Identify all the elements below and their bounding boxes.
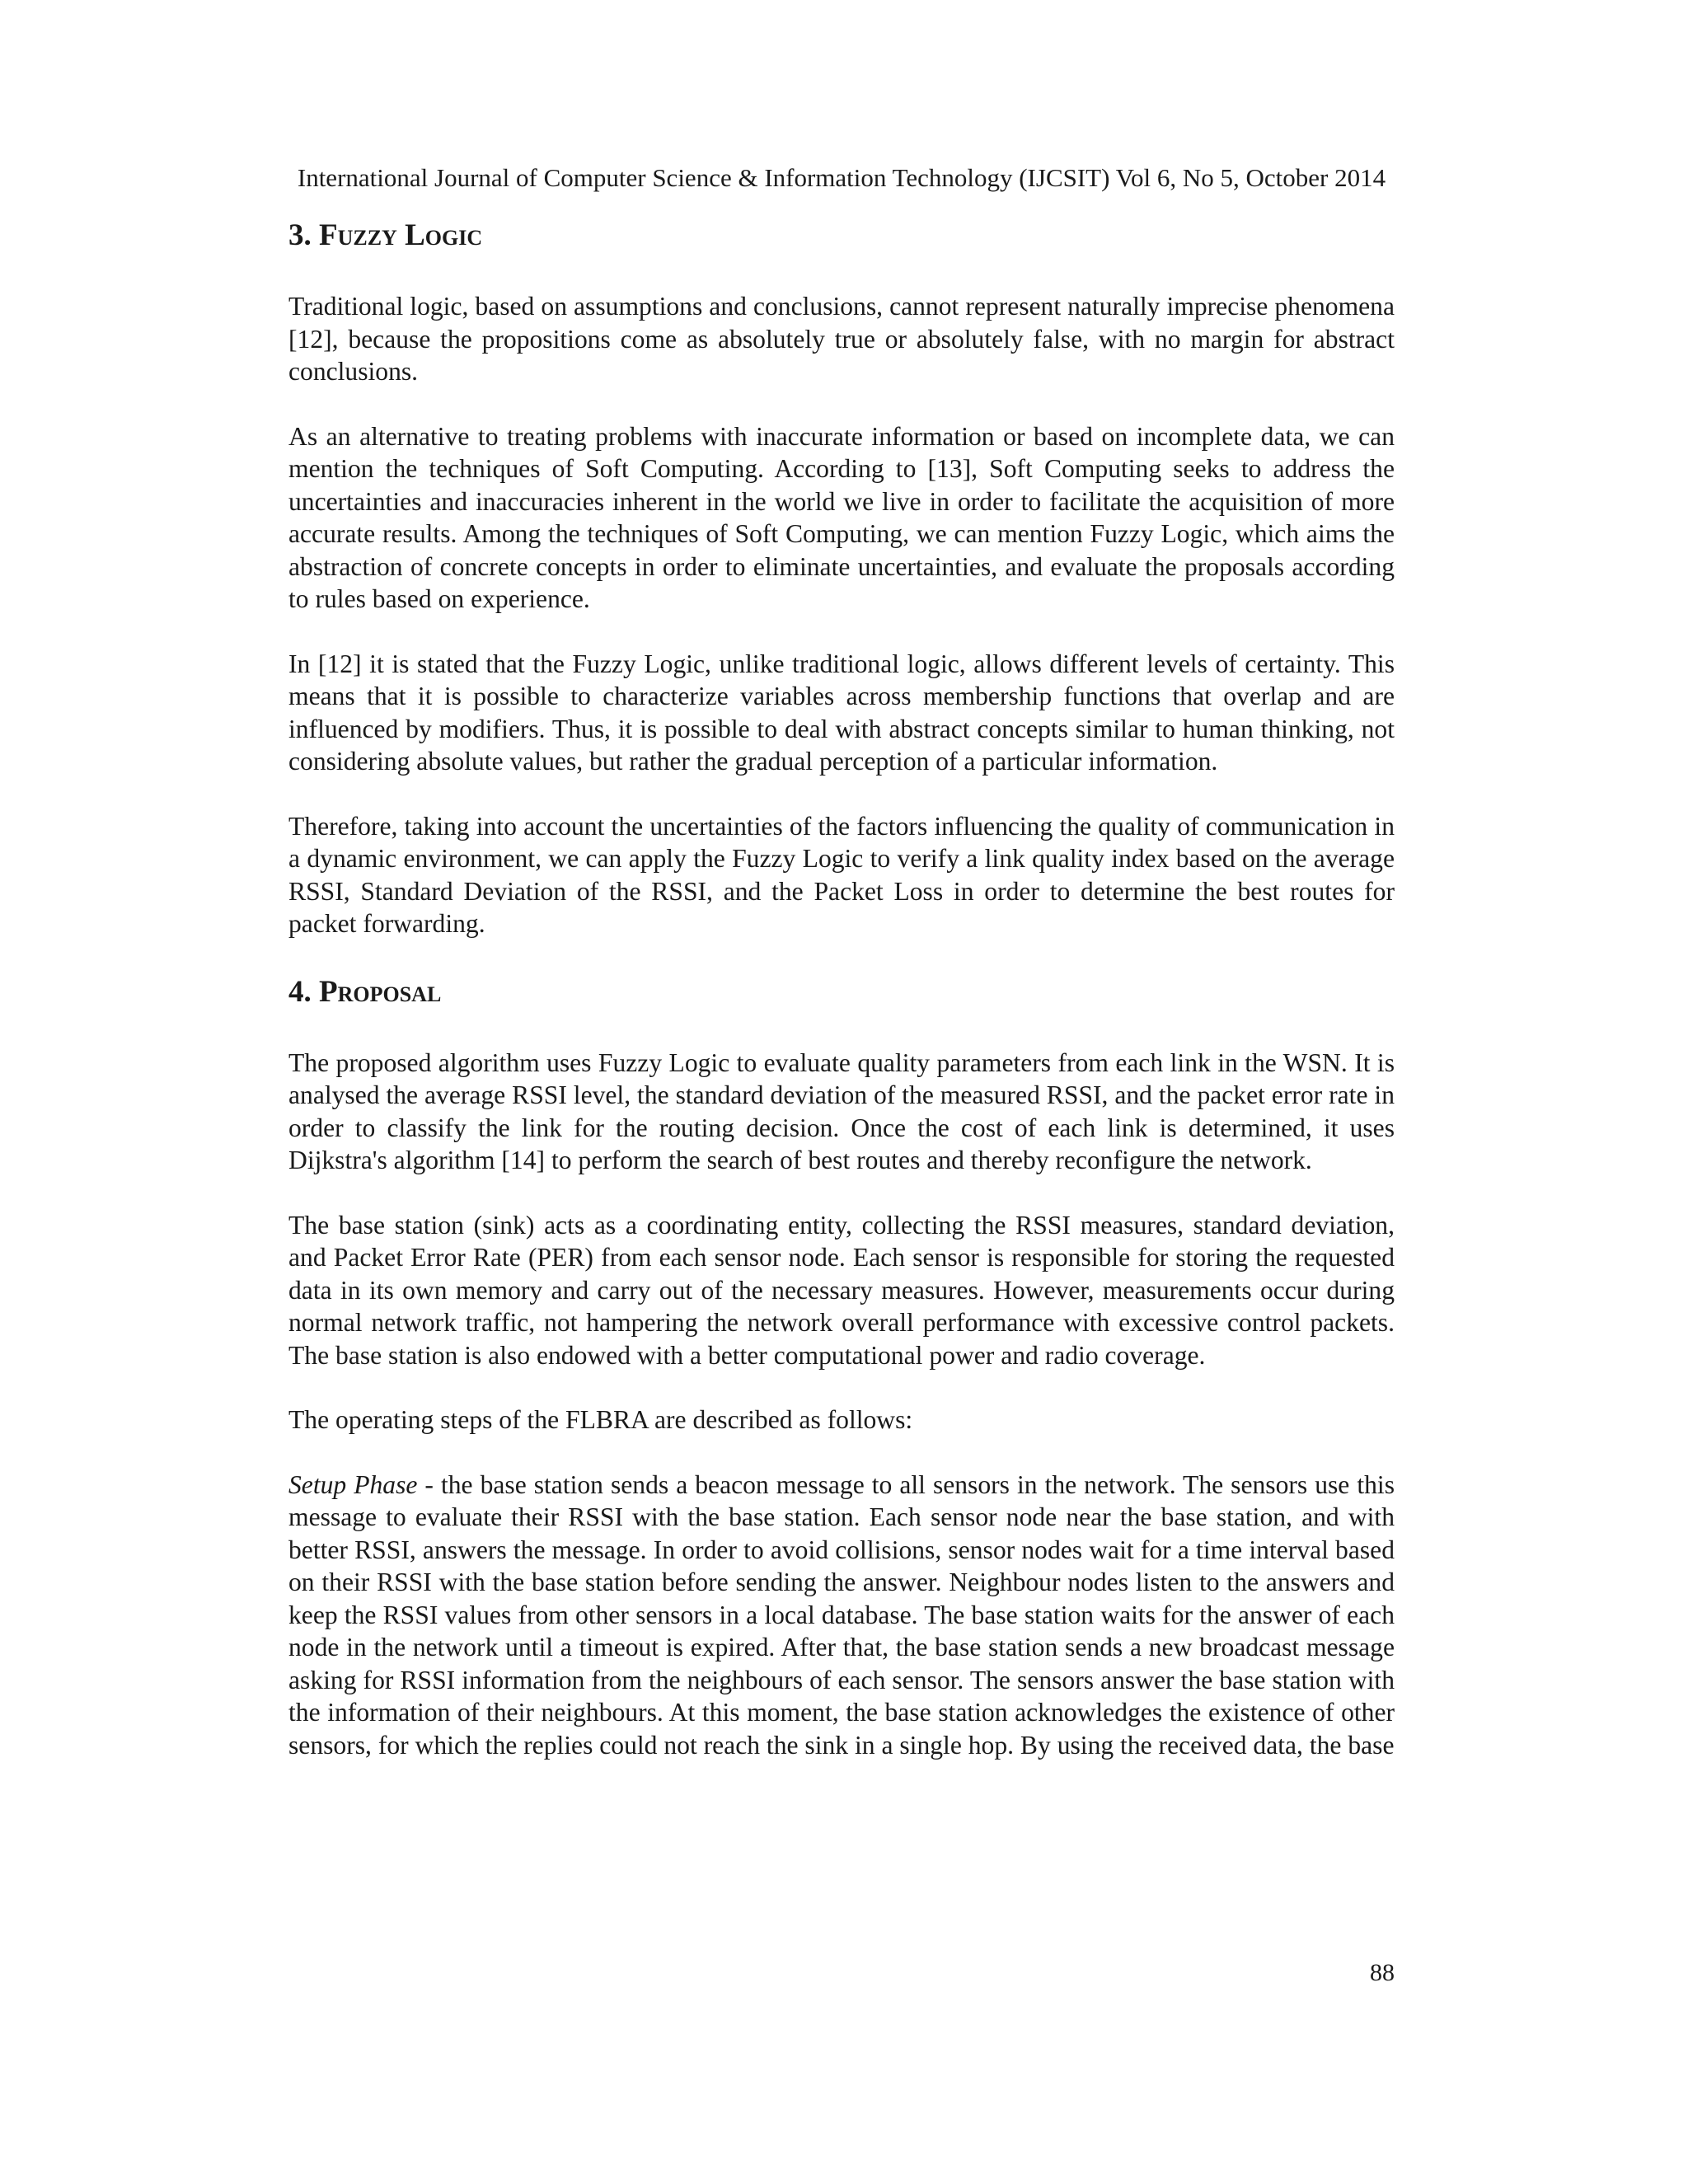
paragraph: As an alternative to treating problems with inaccurate information or based on incomplete data, we can mention the techniques of Soft Computing. According to [13], Soft Computing seeks to address the uncertainties and inaccuracies inherent in the world we live in order to facilitate the acquisition of more accurate results. Among the techniques of Soft Computing, we can mention Fuzzy Logic, which aims the abstraction of concrete concepts in order to eliminate uncertainties, and evaluate the proposals according to rules based on experience. (288, 421, 1395, 613)
paper-page (288, 162, 1395, 1793)
paragraph: Therefore, taking into account the uncertainties of the factors influencing the quality of communication in a dynamic environment, we can apply the Fuzzy Logic to verify a link quality index based on the average RSSI, Standard Deviation of the RSSI, and the Packet Loss in order to determine the best routes for packet forwarding. (288, 811, 1395, 938)
running-header: International Journal of Computer Science & Information Technology (IJCSIT) Vol 6, No 5, October 2014 (297, 163, 1386, 192)
section-title: Fuzzy Logic (319, 218, 483, 252)
section-number: 4. (288, 974, 312, 1009)
paragraph: The base station (sink) acts as a coordinating entity, collecting the RSSI measures, standard deviation, and Packet Error Rate (PER) from each sensor node. Each sensor is responsible for storing the requested data in its own memory and carry out of the necessary measures. However, measurements occur during normal network traffic, not hampering the network overall performance with excessive control packets. The base station is also endowed with a better computational power and radio coverage. (288, 1210, 1395, 1370)
section-title: Proposal (319, 974, 442, 1009)
paragraph: Traditional logic, based on assumptions and conclusions, cannot represent naturally imprecise phenomena [12], because the propositions come as absolutely true or absolutely false, with no margin for abstract conclusions. (288, 292, 1395, 386)
section-proposal (288, 972, 1395, 1762)
paragraph: The proposed algorithm uses Fuzzy Logic to evaluate quality parameters from each link in the WSN. It is analysed the average RSSI level, the standard deviation of the measured RSSI, and the packet error rate in order to classify the link for the routing decision. Once the cost of each link is determined, it uses Dijkstra's algorithm [14] to perform the search of best routes and thereby reconfigure the network. (288, 1047, 1395, 1174)
paragraph: The operating steps of the FLBRA are described as follows: (288, 1405, 913, 1434)
setup-phase-text: - the base station sends a beacon message to all sensors in the network. The sensors use this message to evaluate their RSSI with the base station. Each sensor node near the base station, and with better RSSI, answers the message. In order to avoid collisions, sensor nodes wait for a time interval based on their RSSI with the base station before sending the answer. Neighbour nodes listen to the answers and keep the RSSI values from other sensors in a local database. The base station waits for the answer of each node in the network until a timeout is expired. After that, the base station sends a new broadcast message asking for RSSI information from the neighbours of each sensor. The sensors answer the base station with the information of their neighbours. At this moment, the base station acknowledges the existence of other sensors, for which the replies could not reach the sink in a single hop. By using the received data, the base (288, 1469, 1395, 1760)
page-number: 88 (1370, 1959, 1395, 1986)
section-number: 3. (288, 218, 312, 252)
section-heading (288, 972, 1395, 1012)
section-heading (288, 216, 1395, 255)
setup-phase-paragraph (288, 1469, 1395, 1762)
setup-phase-label: Setup Phase (288, 1469, 418, 1499)
paragraph: In [12] it is stated that the Fuzzy Logic, unlike traditional logic, allows different levels of certainty. This means that it is possible to characterize variables across membership functions that overlap and are influenced by modifiers. Thus, it is possible to deal with abstract concepts similar to human thinking, not considering absolute values, but rather the gradual perception of a particular information. (288, 649, 1395, 776)
section-fuzzy-logic (288, 216, 1395, 940)
